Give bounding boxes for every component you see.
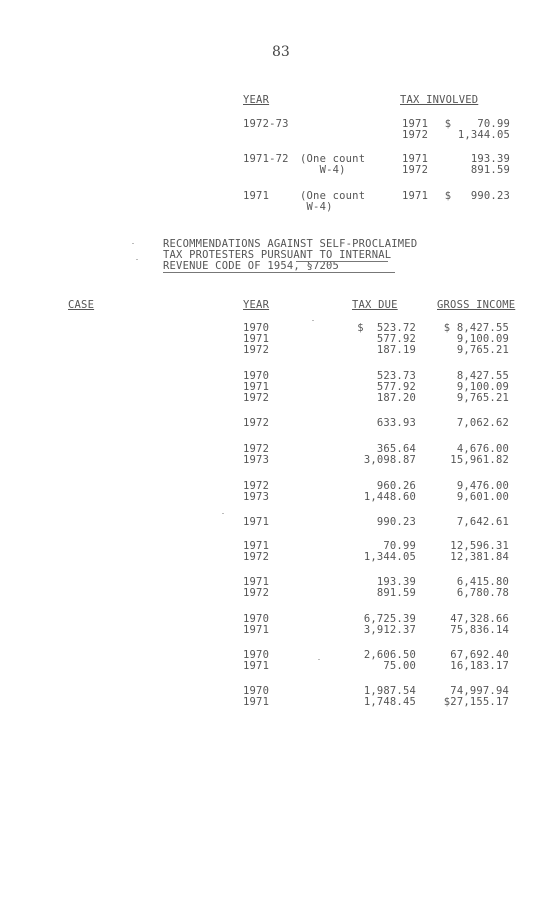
scan-speck	[312, 320, 314, 321]
heading-underline-code	[163, 272, 395, 273]
year-cell: 1970 1971	[243, 649, 270, 672]
tax-due-header: TAX DUE	[352, 299, 398, 311]
case-header: CASE	[68, 299, 95, 311]
gross-income-cell: 6,415.80 6,780.78	[456, 576, 509, 599]
scan-speck	[318, 659, 320, 660]
tax-due-cell: 365.64 3,098.87	[363, 443, 416, 466]
tax-due-cell: 633.93	[376, 417, 416, 429]
year-cell: 1971 1972	[243, 576, 270, 599]
heading-underline-internal	[296, 261, 388, 262]
top-row-2-year: 1971-72	[243, 153, 289, 165]
heading-line-1: RECOMMENDATIONS AGAINST SELF-PROCLAIMED	[163, 238, 418, 250]
tax-due-cell: 523.73 577.92 187.20	[376, 370, 416, 404]
tax-due-cell: 2,606.50 75.00	[363, 649, 416, 672]
year-cell: 1970 1971 1972	[243, 322, 270, 356]
year-cell: 1970 1971 1972	[243, 370, 270, 404]
gross-income-header: GROSS INCOME	[437, 299, 516, 311]
gross-income-cell: 9,476.00 9,601.00	[456, 480, 509, 503]
year-cell: 1972	[243, 417, 270, 429]
tax-due-cell: 1,987.54 1,748.45	[363, 685, 416, 708]
gross-income-cell: 47,328.66 75,836.14	[450, 613, 509, 636]
page-number: 83	[272, 44, 290, 60]
top-row-2-amounts: 193.39 891.59	[470, 153, 510, 176]
top-row-3-years: 1971	[402, 190, 429, 202]
gross-income-cell: 7,062.62	[456, 417, 509, 429]
gross-income-cell: $ 8,427.55 9,100.09 9,765.21	[443, 322, 509, 356]
top-row-3-note: (One count W-4)	[300, 190, 366, 213]
gross-income-cell: 4,676.00 15,961.82	[450, 443, 509, 466]
heading-line-3: REVENUE CODE OF 1954, §7205	[163, 260, 340, 272]
tax-due-cell: 960.26 1,448.60	[363, 480, 416, 503]
year-cell: 1971 1972	[243, 540, 270, 563]
gross-income-cell: 7,642.61	[456, 516, 509, 528]
top-year-header: YEAR	[243, 94, 270, 106]
year-cell: 1970 1971	[243, 685, 270, 708]
heading-line-2: TAX PROTESTERS PURSUANT TO INTERNAL	[163, 249, 392, 261]
scan-speck	[132, 243, 134, 244]
tax-due-cell: 70.99 1,344.05	[363, 540, 416, 563]
tax-due-cell: 193.39 891.59	[376, 576, 416, 599]
gross-income-cell: 67,692.40 16,183.17	[450, 649, 509, 672]
gross-income-cell: 74,997.94 $27,155.17	[443, 685, 509, 708]
year-cell: 1971	[243, 516, 270, 528]
tax-due-cell: 6,725.39 3,912.37	[363, 613, 416, 636]
scan-speck	[222, 513, 224, 514]
top-row-1-amounts: $ 70.99 1,344.05	[444, 118, 510, 141]
year-cell: 1972 1973	[243, 480, 270, 503]
year-header: YEAR	[243, 299, 270, 311]
top-row-3-year: 1971	[243, 190, 270, 202]
year-cell: 1970 1971	[243, 613, 270, 636]
top-row-1-years: 1971 1972	[402, 118, 429, 141]
scan-speck	[136, 259, 138, 260]
top-row-2-years: 1971 1972	[402, 153, 429, 176]
year-cell: 1972 1973	[243, 443, 270, 466]
tax-due-cell: 990.23	[376, 516, 416, 528]
top-tax-header: TAX INVOLVED	[400, 94, 479, 106]
gross-income-cell: 8,427.55 9,100.09 9,765.21	[456, 370, 509, 404]
top-row-2-note: (One count W-4)	[300, 153, 366, 176]
gross-income-cell: 12,596.31 12,381.84	[450, 540, 509, 563]
tax-due-cell: $ 523.72 577.92 187.19	[357, 322, 416, 356]
top-row-3-amounts: $ 990.23	[444, 190, 510, 202]
top-row-1-year: 1972-73	[243, 118, 289, 130]
